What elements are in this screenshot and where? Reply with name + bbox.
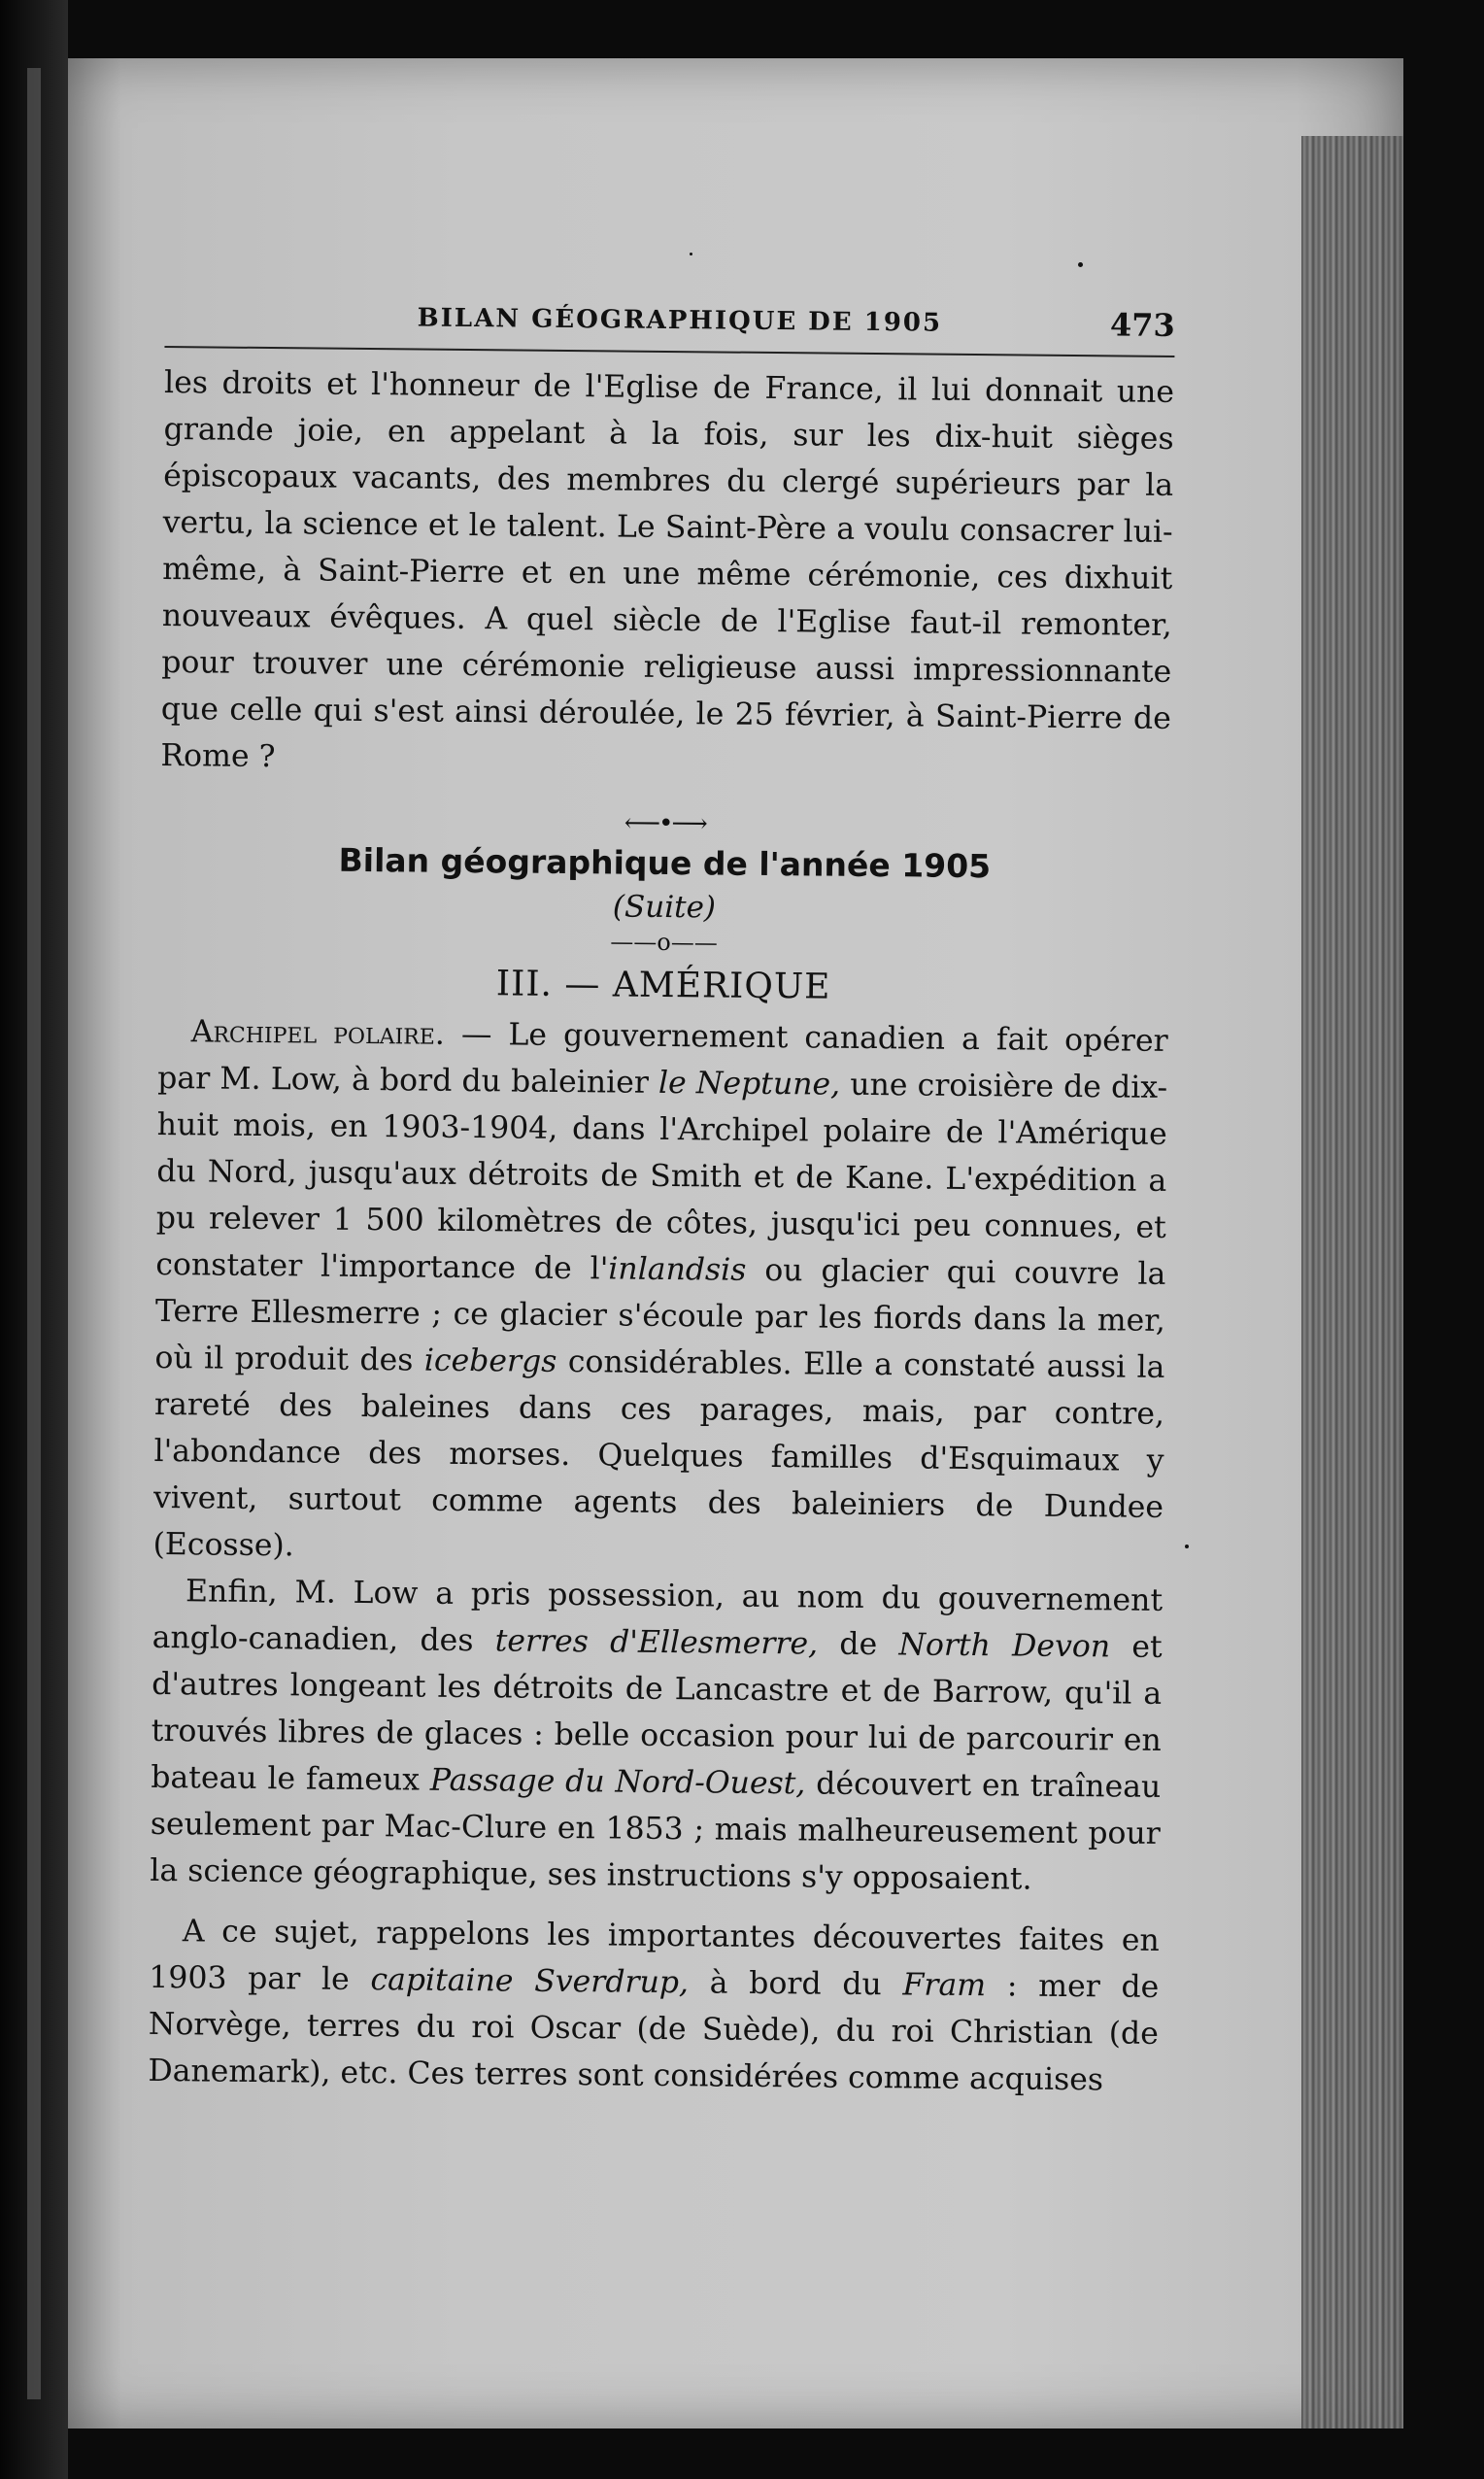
paragraph-text: à bord du <box>688 1965 903 2003</box>
paragraph-archipel-polaire <box>152 1008 1167 1578</box>
paragraph-low-possession <box>150 1568 1163 1904</box>
paragraph-text: — Le gouvernement canadien a fait opérer par M. Low, à bord du baleinier <box>157 1016 1168 1101</box>
page-stack-edges <box>1301 136 1403 2428</box>
ship-fram: Fram <box>902 1967 987 2004</box>
running-title: BILAN GÉOGRAPHIQUE DE 1905 <box>417 303 943 338</box>
running-header <box>164 291 1175 357</box>
paragraph-text: ou glacier qui couvre la Terre Ellesmerre ; ce glacier s'écoule par les fiords dans la mer, où il produit des <box>154 1252 1166 1378</box>
paragraph-text: une croisière de dix-huit mois, en 1903-1904, dans l'Archipel polaire de l'Amérique du Nord, jusqu'aux détroits de Smith et de Kane. L'expédition a pu relever 1 500 kilomètres de côtes, jusqu'ici peu connues, et constater l'importance de l' <box>155 1067 1168 1287</box>
page-number: 473 <box>1109 306 1175 344</box>
scan-speck <box>1078 262 1083 267</box>
place-ellesmerre: terres d'Ellesmerre, <box>494 1623 819 1662</box>
scan-speck <box>690 253 692 255</box>
place-northwest-passage: Passage du Nord-Ouest, <box>429 1762 806 1802</box>
paragraph-lead: Archipel polaire. <box>190 1014 446 1052</box>
paragraph-text: Enfin, M. Low a pris possession, au nom du gouvernement anglo-canadien, des <box>152 1574 1164 1659</box>
part-title: III. — AMÉRIQUE <box>495 964 831 1007</box>
facing-page-strip <box>27 68 41 2399</box>
place-north-devon: North Devon <box>898 1627 1111 1665</box>
intro-paragraph: les droits et l'honneur de l'Eglise de France, il lui donnait une grande joie, en appelant à la fois, sur les dix-huit sièges épiscopaux vacants, des membres du clergé supérieurs par la vertu, la science et le talent. Le Saint-Père a voulu consacrer lui-même, à Saint-Pierre et en une même cérémonie, ces dixhuit nouveaux évêques. A quel siècle de l'Eglise faut-il remonter, pour trouver une cérémonie religieuse aussi impressionnante que celle qui s'est ainsi déroulée, le 25 février, à Saint-Pierre de Rome ? <box>160 364 1175 775</box>
paragraph-text: de <box>817 1626 899 1663</box>
term-icebergs: icebergs <box>423 1342 557 1379</box>
ornament-divider: ⟵•⟶ <box>624 808 706 839</box>
page-content <box>148 291 1175 2104</box>
paragraph-text: découvert en traîneau seulement par Mac-Clure en 1853 ; mais malheureusement pour la science géographique, ses instructions s'y opposaient. <box>150 1766 1162 1897</box>
paragraph-text: et d'autres longeant les détroits de Lancastre et de Barrow, qu'il a trouvés libres de glaces : belle occasion pour lui de parcourir en bateau le fameux <box>151 1629 1163 1798</box>
section-subtitle: (Suite) <box>612 889 717 926</box>
person-sverdrup: capitaine Sverdrup, <box>370 1962 690 2001</box>
paragraph-text: considérables. Elle a constaté aussi la rareté des baleines dans ces parages, mais, par contre, l'abondance des morses. Quelques familles d'Esquimaux y vivent, surtout comme agents des baleiniers de Dundee (Ecosse). <box>152 1343 1165 1564</box>
term-inlandsis: inlandsis <box>608 1251 747 1288</box>
section-title: Bilan géographique de l'année 1905 <box>338 840 992 886</box>
ship-name: le Neptune, <box>658 1065 841 1103</box>
paragraph-text: : mer de Norvège, terres du roi Oscar (de Suède), du roi Christian (de Danemark), etc. Ces terres sont considérées comme acquises <box>148 1968 1160 2098</box>
book-page <box>68 58 1403 2428</box>
small-divider: ——o—— <box>610 928 718 957</box>
paragraph-sverdrup <box>148 1908 1160 2104</box>
scan-speck <box>1185 1545 1189 1548</box>
paragraph-text: A ce sujet, rappelons les importantes découvertes faites en 1903 par le <box>149 1914 1160 1998</box>
